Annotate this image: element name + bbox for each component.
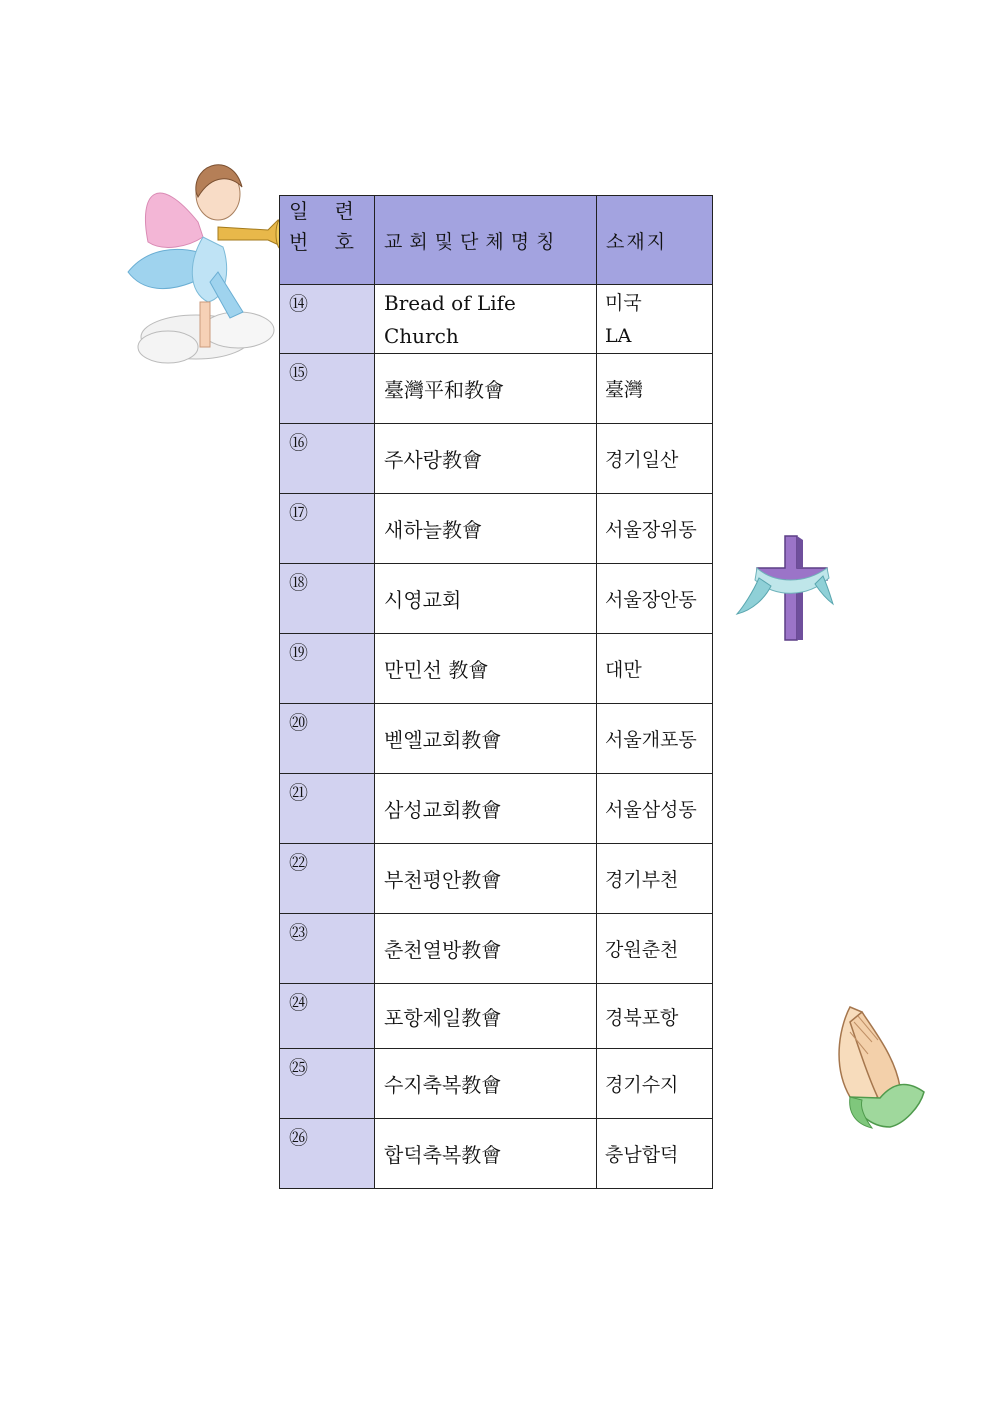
header-serial-number — [280, 196, 375, 285]
table-row — [280, 914, 713, 984]
row-number: ⑱ — [280, 564, 375, 634]
header-serial-line2: 번 호 — [289, 230, 364, 254]
row-number: ㉓ — [280, 914, 375, 984]
table-row — [280, 1119, 713, 1189]
row-number: ⑰ — [280, 494, 375, 564]
church-location: 경기부천 — [597, 844, 713, 914]
row-number: ⑲ — [280, 634, 375, 704]
row-number: ㉖ — [280, 1119, 375, 1189]
row-number: ㉑ — [280, 774, 375, 844]
table-row — [280, 774, 713, 844]
row-number: ⑳ — [280, 704, 375, 774]
row-number: ㉕ — [280, 1049, 375, 1119]
church-name: 만민선 教會 — [375, 634, 597, 704]
church-name: 수지축복教會 — [375, 1049, 597, 1119]
church-location: 서울장안동 — [597, 564, 713, 634]
row-number: ⑭ — [280, 285, 375, 354]
header-church-name: 교회및단체명칭 — [375, 196, 597, 285]
church-location-line2: LA — [605, 325, 632, 347]
church-name: 부천평안教會 — [375, 844, 597, 914]
church-name: 합덕축복教會 — [375, 1119, 597, 1189]
church-location: 臺灣 — [597, 354, 713, 424]
church-location: 경북포항 — [597, 984, 713, 1049]
church-location — [597, 285, 713, 354]
table-row — [280, 564, 713, 634]
church-location: 서울개포동 — [597, 704, 713, 774]
row-number: ⑯ — [280, 424, 375, 494]
table-header-row — [280, 196, 713, 285]
church-location: 대만 — [597, 634, 713, 704]
table-row — [280, 844, 713, 914]
table-row — [280, 285, 713, 354]
church-name: 춘천열방教會 — [375, 914, 597, 984]
table-row — [280, 424, 713, 494]
church-name-line2: Church — [384, 324, 459, 348]
cross-with-cloth-icon — [735, 532, 835, 644]
church-location: 경기일산 — [597, 424, 713, 494]
header-location: 소재지 — [597, 196, 713, 285]
church-location: 서울삼성동 — [597, 774, 713, 844]
church-name: 주사랑教會 — [375, 424, 597, 494]
table-row — [280, 1049, 713, 1119]
table-row — [280, 704, 713, 774]
church-name: 삼성교회教會 — [375, 774, 597, 844]
church-name-line1: Bread of Life — [384, 291, 516, 315]
church-name: 벧엘교회教會 — [375, 704, 597, 774]
header-serial-line1: 일 련 — [289, 199, 364, 223]
church-location: 서울장위동 — [597, 494, 713, 564]
church-location-line1: 미국 — [605, 292, 642, 314]
church-name — [375, 285, 597, 354]
church-name: 새하늘教會 — [375, 494, 597, 564]
church-list-table — [279, 195, 713, 1189]
row-number: ⑮ — [280, 354, 375, 424]
praying-hands-icon — [820, 1002, 926, 1132]
table-row — [280, 634, 713, 704]
church-location: 강원춘천 — [597, 914, 713, 984]
table-row — [280, 984, 713, 1049]
church-name: 포항제일教會 — [375, 984, 597, 1049]
church-name: 시영교회 — [375, 564, 597, 634]
row-number: ㉒ — [280, 844, 375, 914]
table-row — [280, 494, 713, 564]
angel-with-trumpet-icon — [118, 152, 288, 382]
church-location: 충남합덕 — [597, 1119, 713, 1189]
church-location: 경기수지 — [597, 1049, 713, 1119]
table-row — [280, 354, 713, 424]
row-number: ㉔ — [280, 984, 375, 1049]
church-name: 臺灣平和教會 — [375, 354, 597, 424]
